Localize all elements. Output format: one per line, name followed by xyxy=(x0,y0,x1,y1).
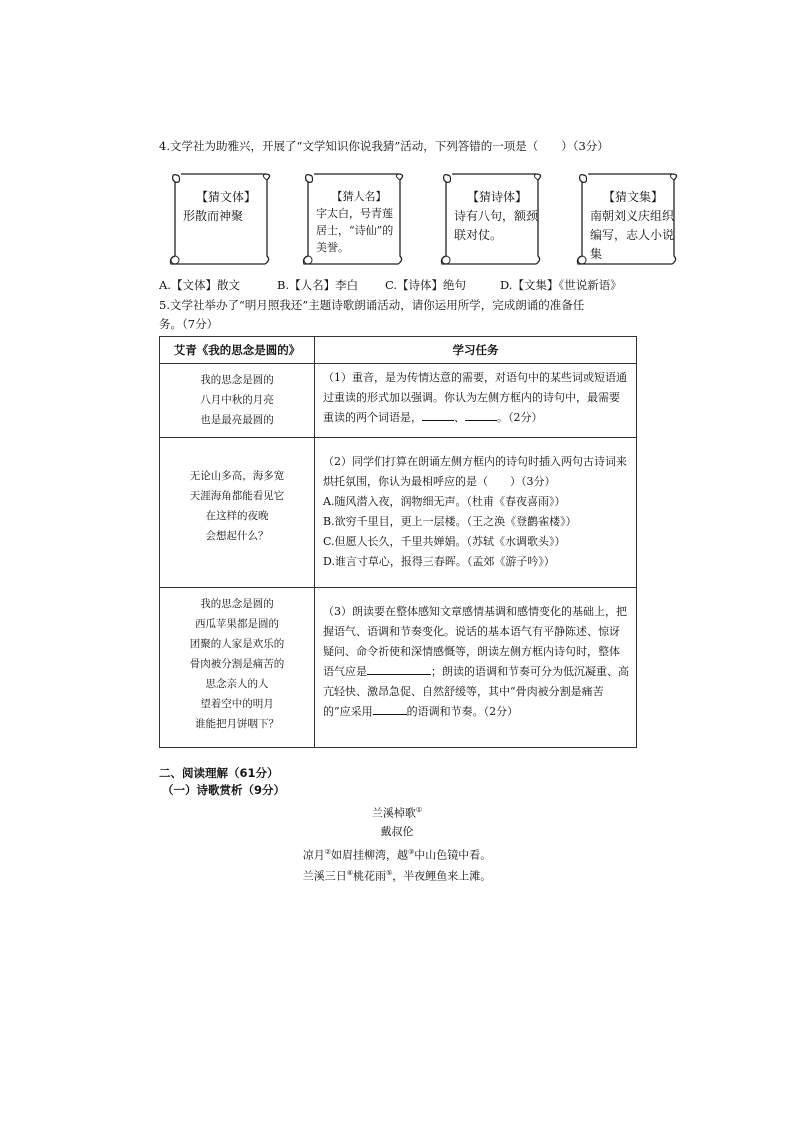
guess-card-genre xyxy=(161,168,279,266)
table-row xyxy=(160,438,637,588)
poem-line: 会想起什么？ xyxy=(205,530,269,542)
option-a: A.【文体】散文 xyxy=(159,278,240,292)
task-1-text: （1）重音，是为传情达意的需要，对语句中的某些词或短语通过重读的形式加以强调。你认为左侧方框内的诗句中，最需要重读的两个词语是， xyxy=(323,371,627,424)
card-tag: 【猜诗体】 xyxy=(466,190,527,204)
poem-line: 我的思念是圆的 xyxy=(200,598,274,610)
poem-line: 思念亲人的人 xyxy=(205,678,269,690)
task-2-text: （2）同学们打算在朗诵左侧方框内的诗句时插入两句古诗词来烘托氛围，你认为最相呼应的是（ ）（3分） xyxy=(323,455,627,488)
poem-line: 无论山多高，海多宽 xyxy=(189,470,285,482)
card-clue: 南朝刘义庆组织编写，志人小说集 xyxy=(590,209,675,261)
poem-line: 望着空中的明月 xyxy=(200,698,274,710)
poem-line: 骨肉被分割是痛苦的 xyxy=(189,658,285,670)
footnote-mark: ④ xyxy=(346,869,353,877)
poem-line: 八月中秋的月亮 xyxy=(200,394,274,406)
table-header-task: 学习任务 xyxy=(315,337,637,364)
question-5-prompt: 5.文学社举办了“明月照我还”主题诗歌朗诵活动，请你运用所学，完成朗诵的准备任 xyxy=(159,298,585,312)
poem-excerpt xyxy=(160,438,315,588)
task-2 xyxy=(315,438,637,588)
task-3 xyxy=(315,588,637,748)
guess-card-person xyxy=(294,168,412,266)
option-d: D.【文集】《世说新语》 xyxy=(500,278,622,292)
card-clue: 形散而神聚 xyxy=(183,209,244,223)
choice-c: C.但愿人长久，千里共婵娟。（苏轼《水调歌头》） xyxy=(323,535,566,548)
task-1 xyxy=(315,364,637,438)
guess-card-collection xyxy=(568,168,686,266)
poem-line: 谁能把月饼咽下？ xyxy=(195,718,279,730)
option-b: B.【人名】李白 xyxy=(277,278,359,292)
poem-author: 戴叔伦 xyxy=(380,825,414,838)
question-5-prompt-cont: 务。（7分） xyxy=(159,317,219,331)
poem-line: 团聚的人家是欢乐的 xyxy=(189,638,285,650)
table-row xyxy=(160,588,637,748)
poem-text: 桃花雨 xyxy=(353,869,386,883)
question-4-prompt: 4.文学社为助雅兴，开展了“文学知识你说我猜”活动，下列答错的一项是（ ）（3分） xyxy=(159,139,609,153)
poem-title-text: 兰溪棹歌 xyxy=(371,806,416,820)
choice-b: B.欲穷千里目，更上一层楼。（王之涣《登鹳雀楼》） xyxy=(323,515,577,528)
task-1-score: 。（2分） xyxy=(497,411,543,424)
poem-text: 中山色镜中看。 xyxy=(414,848,492,862)
poem-text: 兰溪三日 xyxy=(302,869,347,883)
poem-line: 我的思念是圆的 xyxy=(200,374,274,386)
card-tag: 【猜文集】 xyxy=(602,190,663,204)
table-header-poem: 艾青《我的思念是圆的》 xyxy=(160,337,315,364)
guess-card-poem-form xyxy=(432,168,550,266)
option-c: C.【诗体】绝句 xyxy=(385,278,467,292)
answer-blank[interactable] xyxy=(367,662,431,675)
task-table xyxy=(159,336,637,748)
question-4-options xyxy=(159,277,639,295)
answer-blank[interactable] xyxy=(465,408,497,421)
poem-text: ，半夜鲤鱼来上滩。 xyxy=(392,869,492,883)
poem-line: 在这样的夜晚 xyxy=(205,510,269,522)
poem-excerpt xyxy=(160,364,315,438)
card-tag: 【猜人名】 xyxy=(331,190,387,203)
card-clue: 字太白，号青莲居士，“诗仙”的美誉。 xyxy=(316,207,394,254)
footnote-mark: ② xyxy=(324,848,331,856)
task-3-text-cont: ；朗读的语调和节奏可分为低沉凝重、高亢轻快、激昂急促、自然舒缓等，其中“骨肉被分割是痛苦的”应采用 xyxy=(323,665,629,718)
poem-text: 如眉挂柳湾，越 xyxy=(331,848,408,862)
poem-line: 天涯海角都能看见它 xyxy=(189,490,285,502)
footnote-mark: ③ xyxy=(408,848,415,856)
task-3-text: （3）朗读要在整体感知文章感情基调和感情变化的基础上，把握语气、语调和节奏变化。说话的基本语气有平静陈述、惊讶疑问、命令祈使和深情感慨等，朗读左侧方框内诗句时，整体语气应是 xyxy=(323,605,627,678)
footnote-mark: ① xyxy=(415,806,423,814)
table-row xyxy=(160,364,637,438)
card-clue: 诗有八句，额颈联对仗。 xyxy=(454,209,539,242)
poem-line: 也是最亮最圆的 xyxy=(200,414,274,426)
answer-blank[interactable] xyxy=(373,702,407,715)
section-2-title: 二、阅读理解（61分） xyxy=(159,766,279,780)
task-3-score: 的语调和节奏。（2分） xyxy=(406,705,519,718)
task-1-sep: 、 xyxy=(454,411,465,424)
poem-line-2 xyxy=(0,863,794,887)
choice-d: D.谁言寸草心，报得三春晖。（孟郊《游子吟》） xyxy=(323,555,555,568)
footnote-mark: ⑤ xyxy=(386,869,393,877)
poem-line: 西瓜苹果都是圆的 xyxy=(195,618,279,630)
poem-text: 凉月 xyxy=(302,848,325,862)
subsection-title: （一）诗歌赏析（9分） xyxy=(162,783,286,797)
card-tag: 【猜文体】 xyxy=(195,190,256,204)
poem-excerpt xyxy=(160,588,315,748)
choice-a: A.随风潜入夜，润物细无声。（杜甫《春夜喜雨》） xyxy=(323,495,566,508)
answer-blank[interactable] xyxy=(422,408,454,421)
